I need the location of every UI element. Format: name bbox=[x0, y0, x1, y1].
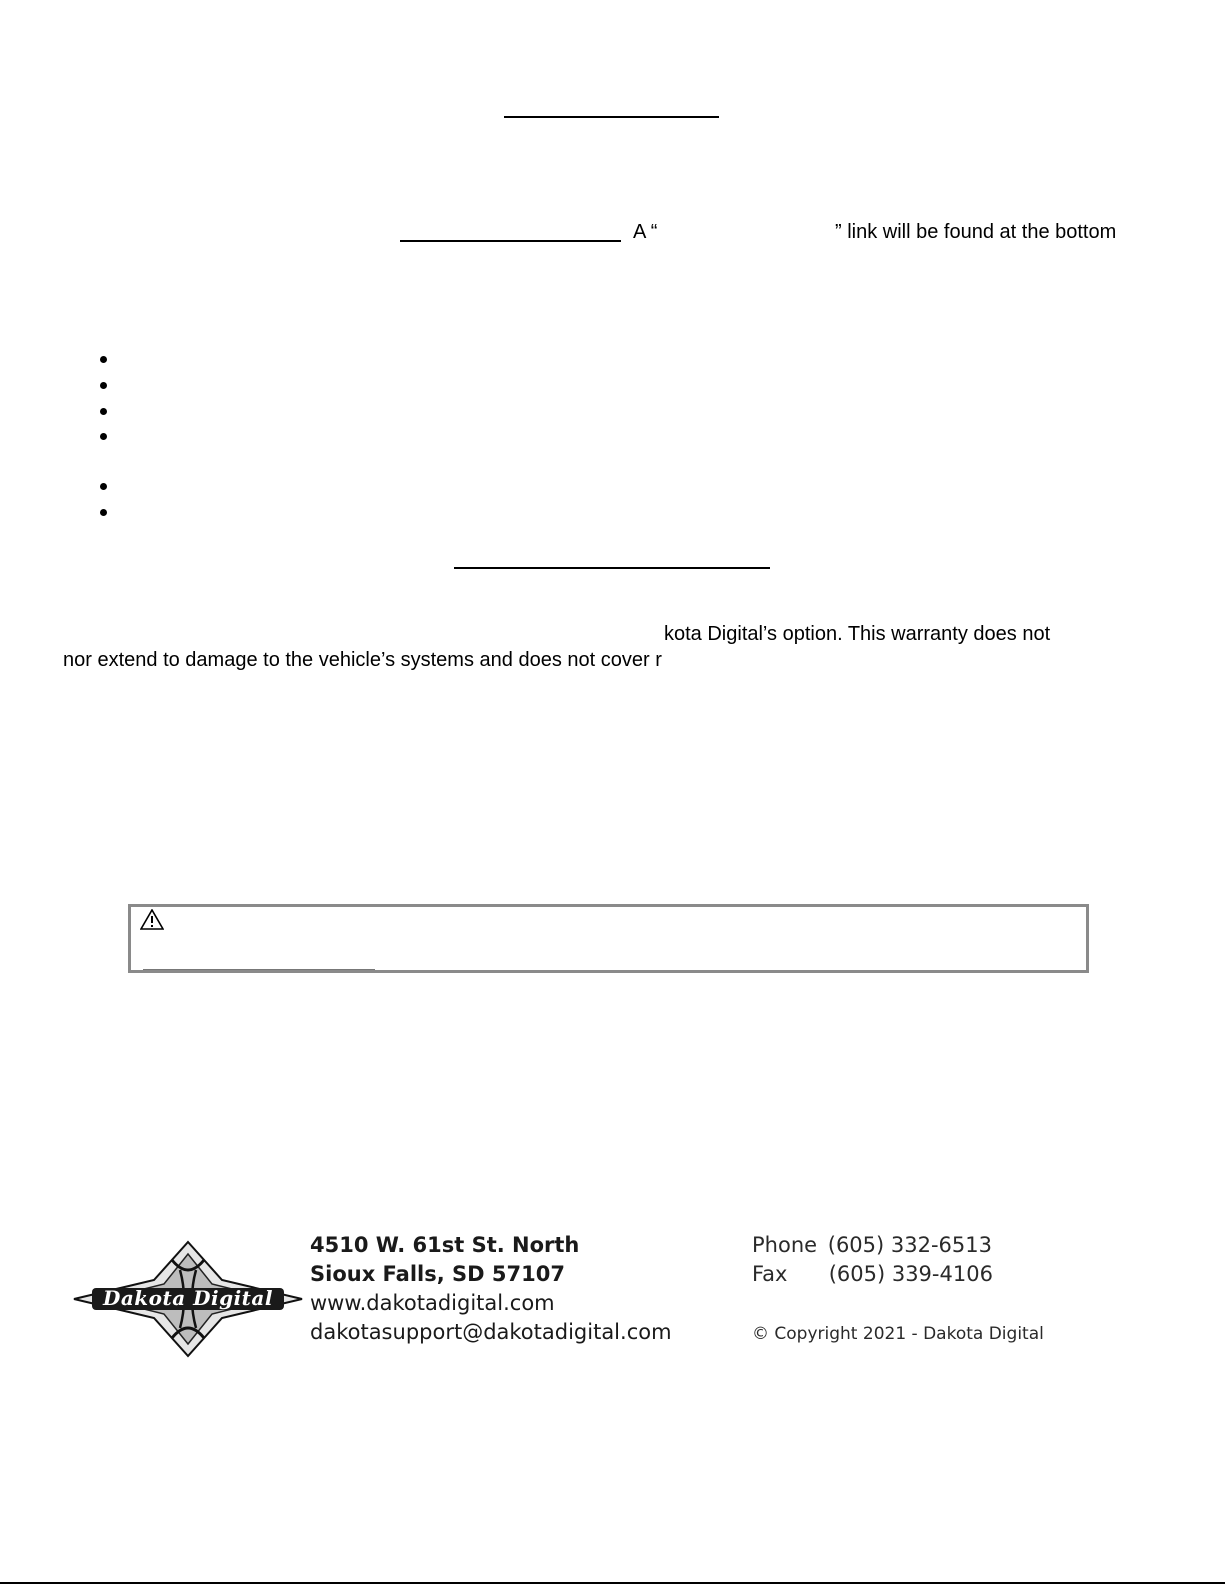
intro-quote-open: A “ bbox=[633, 221, 658, 243]
list-bullet bbox=[100, 509, 107, 516]
address-street: 4510 W. 61st St. North bbox=[310, 1233, 580, 1257]
list-bullet bbox=[100, 433, 107, 440]
dakota-digital-logo bbox=[72, 1240, 304, 1358]
warranty-text-line2: nor extend to damage to the vehicle’s systems and does not cover r bbox=[63, 649, 662, 671]
address-city: Sioux Falls, SD 57107 bbox=[310, 1262, 565, 1286]
footer-contact bbox=[752, 1231, 1044, 1349]
phone-number: (605) 332-6513 bbox=[827, 1233, 992, 1257]
website-link[interactable]: www.dakotadigital.com bbox=[310, 1291, 555, 1315]
page-bottom-border bbox=[0, 1582, 1225, 1584]
support-email-link[interactable]: dakotasupport@dakotadigital.com bbox=[310, 1320, 672, 1344]
intro-link-underline[interactable] bbox=[400, 240, 621, 242]
list-bullet bbox=[100, 356, 107, 363]
fax-number: (605) 339-4106 bbox=[828, 1262, 993, 1286]
warranty-text-line1: kota Digital’s option. This warranty does not bbox=[664, 623, 1051, 645]
warning-triangle-icon bbox=[140, 909, 164, 936]
list-bullet bbox=[100, 382, 107, 389]
intro-quote-close: ” link will be found at the bottom bbox=[835, 221, 1117, 243]
list-bullet bbox=[100, 408, 107, 415]
warranty-heading-underline bbox=[454, 567, 770, 569]
copyright: © Copyright 2021 - Dakota Digital bbox=[752, 1324, 1044, 1344]
phone-label: Phone bbox=[752, 1233, 818, 1257]
warning-box bbox=[128, 904, 1089, 973]
logo-lettering: Dakota Digital bbox=[103, 1286, 273, 1310]
fax-label: Fax bbox=[752, 1262, 788, 1286]
warning-link-underline[interactable] bbox=[143, 969, 375, 970]
footer-address bbox=[310, 1231, 672, 1347]
list-bullet bbox=[100, 483, 107, 490]
title-underline bbox=[504, 116, 719, 118]
fax-row bbox=[752, 1260, 1044, 1289]
phone-row bbox=[752, 1231, 1044, 1260]
